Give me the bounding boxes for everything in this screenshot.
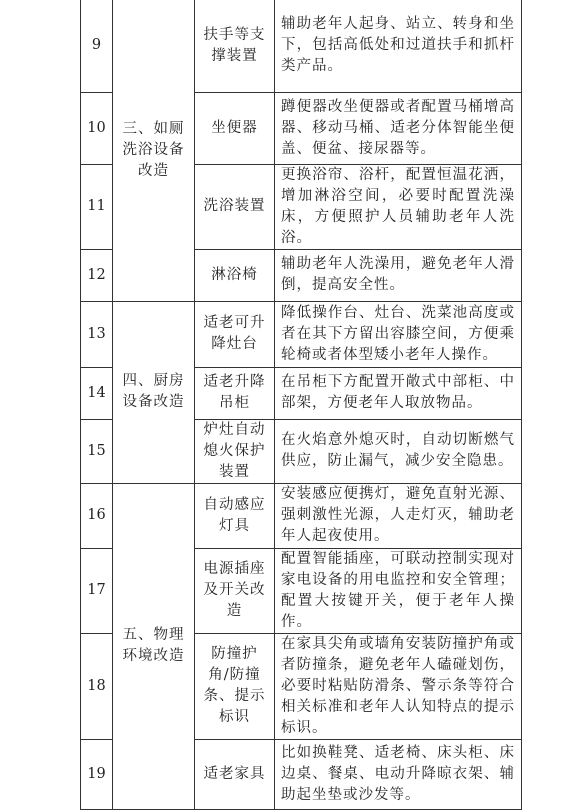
category-cell: 三、如厕洗浴设备改造 xyxy=(113,0,195,301)
row-number: 9 xyxy=(81,0,113,92)
item-name: 电源插座及开关改造 xyxy=(195,548,275,633)
row-number: 13 xyxy=(81,301,113,367)
item-name: 洗浴装置 xyxy=(195,164,275,249)
item-description: 安装感应便携灯，避免直射光源、强刺激性光源，人走灯灭，辅助老年人起夜使用。 xyxy=(275,483,522,548)
item-description: 蹲便器改坐便器或者配置马桶增高器、移动马桶、适老分体智能坐便盖、便盆、接尿器等。 xyxy=(275,92,522,164)
item-name: 适老可升降灶台 xyxy=(195,301,275,367)
row-number: 10 xyxy=(81,92,113,164)
row-number: 19 xyxy=(81,739,113,809)
item-description: 在家具尖角或墙角安装防撞护角或者防撞条，避免老年人磕碰划伤，必要时粘贴防滑条、警示条等符合相关标准和老年人认知特点的提示标识。 xyxy=(275,633,522,739)
table-row xyxy=(81,483,522,548)
item-description: 降低操作台、灶台、洗菜池高度或者在其下方留出容膝空间，方便乘轮椅或者体型矮小老年人操作。 xyxy=(275,301,522,367)
item-name: 防撞护角/防撞条、提示标识 xyxy=(195,633,275,739)
category-cell: 四、厨房设备改造 xyxy=(113,301,195,483)
item-name: 坐便器 xyxy=(195,92,275,164)
renovation-table xyxy=(80,0,522,810)
item-description: 辅助老年人洗澡用，避免老年人滑倒，提高安全性。 xyxy=(275,249,522,301)
row-number: 14 xyxy=(81,367,113,419)
row-number: 12 xyxy=(81,249,113,301)
table-row xyxy=(81,0,522,92)
item-description: 在火焰意外熄灭时，自动切断燃气供应，防止漏气，减少安全隐患。 xyxy=(275,419,522,483)
item-name: 淋浴椅 xyxy=(195,249,275,301)
item-name: 扶手等支撑装置 xyxy=(195,0,275,92)
item-description: 辅助老年人起身、站立、转身和坐下，包括高低处和过道扶手和抓杆类产品。 xyxy=(275,0,522,92)
item-name: 自动感应灯具 xyxy=(195,483,275,548)
row-number: 15 xyxy=(81,419,113,483)
item-name: 适老家具 xyxy=(195,739,275,809)
item-description: 更换浴帘、浴杆，配置恒温花洒，增加淋浴空间，必要时配置洗澡床，方便照护人员辅助老年人洗浴。 xyxy=(275,164,522,249)
item-name: 适老升降吊柜 xyxy=(195,367,275,419)
item-name: 炉灶自动熄火保护装置 xyxy=(195,419,275,483)
item-description: 在吊柜下方配置开敞式中部柜、中部架，方便老年人取放物品。 xyxy=(275,367,522,419)
category-cell: 五、物理环境改造 xyxy=(113,483,195,809)
row-number: 17 xyxy=(81,548,113,633)
row-number: 18 xyxy=(81,633,113,739)
table-row xyxy=(81,301,522,367)
row-number: 16 xyxy=(81,483,113,548)
item-description: 配置智能插座，可联动控制实现对家电设备的用电监控和安全管理；配置大按键开关，便于老年人操作。 xyxy=(275,548,522,633)
row-number: 11 xyxy=(81,164,113,249)
item-description: 比如换鞋凳、适老椅、床头柜、床边桌、餐桌、电动升降晾衣架、辅助起坐垫或沙发等。 xyxy=(275,739,522,809)
